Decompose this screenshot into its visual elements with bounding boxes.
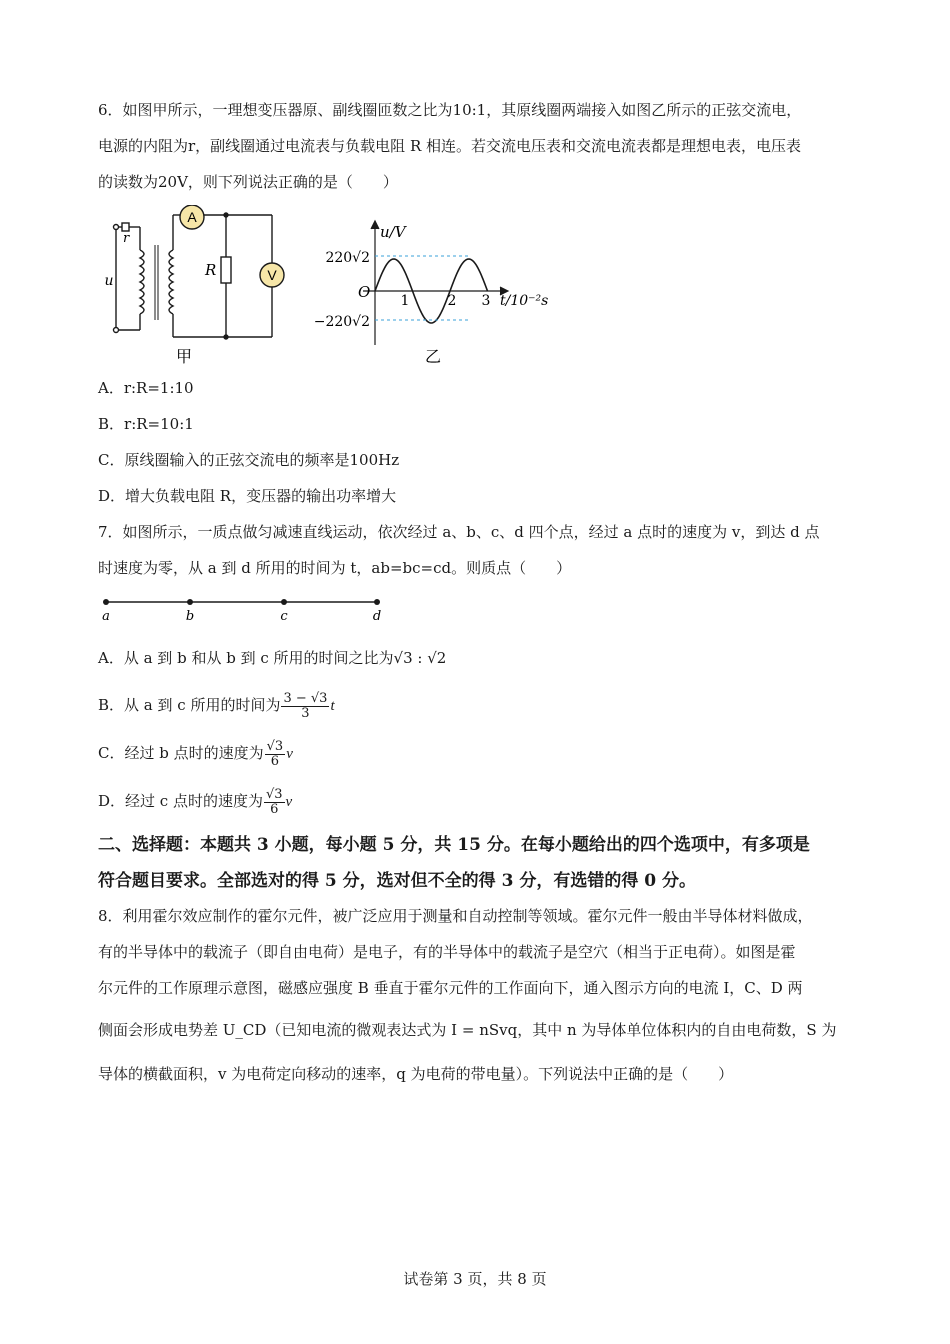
q7-option-b-fraction — [281, 692, 329, 721]
q6-line-1: 6．如图甲所示，一理想变压器原、副线圈匝数之比为10:1，其原线圈两端接入如图乙所示的正弦交流电， — [98, 101, 802, 119]
q6-option-c: C．原线圈输入的正弦交流电的频率是100Hz — [98, 451, 400, 469]
caption-jia: 甲 — [175, 347, 193, 366]
label-b: b — [185, 609, 195, 624]
fraction-denominator: 3 — [301, 705, 310, 721]
q6-option-a: A．r:R=1:10 — [98, 379, 194, 397]
section2-heading-line-2: 符合题目要求。全部选对的得 5 分，选对但不全的得 3 分，有选错的得 0 分。 — [98, 871, 696, 891]
q6-option-b: B．r:R=10:1 — [98, 415, 194, 433]
label-c: c — [280, 609, 288, 624]
q7-option-c-fraction — [265, 740, 286, 769]
q7-option-c-text: C．经过 b 点时的速度为 — [98, 744, 264, 762]
q7-line-2: 时速度为零，从 a 到 d 所用的时间为 t，ab=bc=cd。则质点（ ） — [98, 559, 572, 577]
origin-label: O — [358, 283, 371, 301]
points-line-figure — [98, 592, 388, 626]
fraction-numerator: √3 — [266, 738, 284, 754]
voltmeter-label: V — [267, 267, 277, 283]
tick-1: 1 — [400, 293, 410, 309]
q7-option-b-text: B．从 a 到 c 所用的时间为 — [98, 696, 281, 714]
point-a — [103, 599, 109, 605]
tick-2: 2 — [447, 293, 457, 309]
q7-option-d-fraction — [264, 788, 285, 817]
q7-option-b-suffix: t — [330, 698, 335, 714]
y-bottom-label: −220√2 — [313, 314, 370, 330]
point-d — [374, 599, 380, 605]
label-a: a — [102, 609, 110, 624]
q8-line-1: 8．利用霍尔效应制作的霍尔元件，被广泛应用于测量和自动控制等领域。霍尔元件一般由半导体材料做成， — [98, 907, 813, 925]
tick-3: 3 — [481, 293, 491, 309]
label-R: R — [205, 261, 217, 279]
q6-line-3: 的读数为20V，则下列说法正确的是（ ） — [98, 173, 398, 191]
fraction-denominator: 6 — [270, 801, 279, 817]
x-axis-label: t/10⁻²s — [500, 293, 549, 309]
q8-line-2: 有的半导体中的载流子（即自由电荷）是电子，有的半导体中的载流子是空穴（相当于正电荷）。如图是霍 — [98, 943, 796, 961]
q7-option-a — [98, 648, 446, 668]
point-b — [187, 599, 193, 605]
q8-line-3: 尔元件的工作原理示意图，磁感应强度 B 垂直于霍尔元件的工作面向下，通入图示方向的电流 I，C、D 两 — [98, 979, 803, 997]
label-r: r — [123, 231, 130, 246]
internal-resistance-r — [122, 223, 129, 231]
primary-coil — [140, 250, 144, 314]
q7-option-a-expr: √3 : √2 — [393, 649, 447, 667]
q7-option-c-suffix: v — [286, 746, 293, 762]
label-u: u — [104, 273, 114, 289]
sine-graph-yi — [308, 215, 568, 370]
fraction-numerator: √3 — [265, 786, 283, 802]
section2-heading-line-1: 二、选择题：本题共 3 小题，每小题 5 分，共 15 分。在每小题给出的四个选项中，有多项是 — [98, 835, 810, 855]
ammeter-label: A — [187, 209, 197, 225]
load-resistor-R — [221, 257, 231, 283]
label-d: d — [372, 609, 382, 624]
secondary-coil — [169, 250, 173, 314]
point-c — [281, 599, 287, 605]
y-top-label: 220√2 — [325, 250, 370, 266]
q7-option-d-suffix: v — [285, 794, 293, 810]
q8-line-5: 导体的横截面积，v 为电荷定向移动的速率，q 为电荷的带电量）。下列说法中正确的是（ ） — [98, 1065, 734, 1083]
q7-option-b — [98, 690, 335, 721]
y-axis-label: u/V — [380, 223, 406, 241]
fraction-numerator: 3 − √3 — [283, 690, 328, 706]
caption-yi: 乙 — [424, 347, 442, 366]
q6-line-2: 电源的内阻为r，副线圈通过电流表与负载电阻 R 相连。若交流电压表和交流电流表都是理想电表，电压表 — [98, 137, 802, 155]
q7-option-d — [98, 786, 292, 817]
page-footer: 试卷第 3 页，共 8 页 — [403, 1270, 547, 1288]
q7-option-c — [98, 738, 293, 769]
q7-option-d-text: D．经过 c 点时的速度为 — [98, 792, 263, 810]
fraction-denominator: 6 — [270, 753, 280, 769]
q6-option-d: D．增大负载电阻 R，变压器的输出功率增大 — [98, 487, 397, 505]
q7-line-1: 7．如图所示，一质点做匀减速直线运动，依次经过 a、b、c、d 四个点，经过 a 点时的速度为 v，到达 d 点 — [98, 523, 820, 541]
q8-line-4: 侧面会形成电势差 U_CD（已知电流的微观表达式为 I = nSvq，其中 n 为导体单位体积内的自由电荷数，S 为 — [98, 1021, 837, 1039]
circuit-figure-jia — [100, 205, 300, 370]
q7-option-a-text: A．从 a 到 b 和从 b 到 c 所用的时间之比为 — [98, 649, 394, 667]
